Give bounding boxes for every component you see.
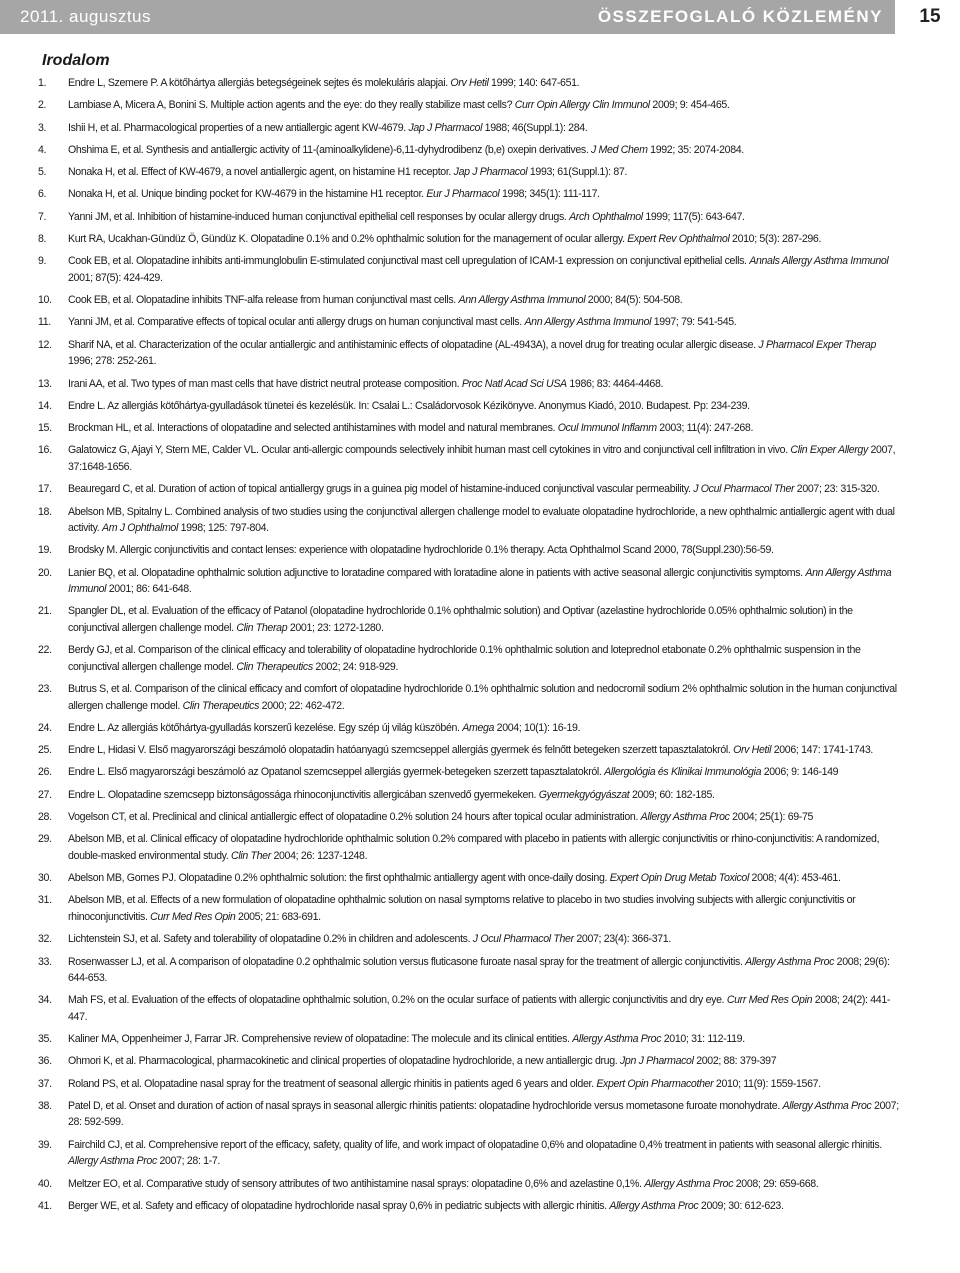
reference-item [38,75,900,92]
reference-citation: Abelson MB, Spitalny L. Combined analysis of two studies using the conjunctival allergen challenge model to evaluate olopatadine hydrochloride, a new ophthalmic antiallergic agent with dual activity. [68,505,895,535]
reference-item [38,954,900,987]
reference-item [38,809,900,826]
reference-citation: Spangler DL, et al. Evaluation of the efficacy of Patanol (olopatadine hydrochloride 0.1% ophthalmic solution) and Optivar (azelastine hydrochloride 0.05% ophthalmic solution) in the conjunctival allergen challenge model. [68,605,853,634]
reference-text [68,892,900,925]
reference-number: 6. [38,188,47,201]
reference-journal: Arch Ophthalmol [569,210,643,223]
reference-number: 27. [38,788,52,801]
reference-number: 5. [38,166,47,179]
reference-item [38,442,900,475]
reference-item [38,720,900,737]
reference-volume: 1992; 35: 2074-2084. [647,143,744,156]
reference-volume: 2008; 29: 659-668. [733,1177,819,1190]
reference-item [38,565,900,598]
reference-text [68,542,900,559]
reference-item [38,164,900,181]
reference-citation: Kurt RA, Ucakhan-Gündüz Ö, Gündüz K. Olopatadine 0.1% and 0.2% ophthalmic solution for the management of ocular allergy. [68,233,628,246]
reference-volume: 2007; 23: 315-320. [794,483,880,496]
reference-text [68,681,900,714]
reference-journal: Clin Therapeutics [182,699,260,712]
reference-journal: Allergy Asthma Proc [68,1155,157,1168]
reference-item [38,1098,900,1131]
reference-number: 37. [38,1077,52,1090]
reference-citation: Endre L. Olopatadine szemcsepp biztonságossága rhinoconjunctivitis allergicában szenvedő gyermekeken. [68,788,539,801]
reference-item [38,1198,900,1215]
reference-text [68,720,900,737]
reference-item [38,253,900,286]
reference-item [38,542,900,559]
reference-item [38,337,900,370]
reference-volume: 2000; 22: 462-472. [259,699,345,712]
reference-text [68,931,900,948]
reference-text [68,398,900,415]
reference-journal: Gyermekgyógyászat [538,788,630,801]
reference-volume: 2008; 29(6): 644-653. [68,955,890,984]
reference-item [38,1176,900,1193]
reference-citation: Yanni JM, et al. Inhibition of histamine-induced human conjunctival epithelial cell responses by ocular allergy drugs. [68,210,570,223]
reference-journal: Amega [462,721,495,734]
reference-volume: 2007; 23(4): 366-371. [573,933,671,946]
reference-volume: 2005; 21: 683-691. [235,910,321,923]
reference-number: 23. [38,683,52,696]
reference-journal: Proc Natl Acad Sci USA [461,377,567,390]
reference-item [38,681,900,714]
reference-volume: 2009; 30: 612-623. [698,1199,784,1212]
reference-citation: Fairchild CJ, et al. Comprehensive report of the efficacy, safety, quality of life, and work impact of olopatadine 0,6% and olopatadine 0,4% treatment in patients with seasonal allergic rhinitis. [68,1138,882,1151]
reference-number: 29. [38,833,52,846]
reference-citation: Sharif NA, et al. Characterization of the ocular antiallergic and antihistaminic effects of olopatadine (AL-4943A), a novel drug for treating ocular allergic disease. [68,338,759,351]
reference-volume: 2008; 24(2): 441-447. [68,994,891,1023]
reference-volume: 2007, 37:1648-1656. [68,444,896,473]
reference-citation: Butrus S, et al. Comparison of the clinical efficacy and comfort of olopatadine hydrochloride 0.1% ophthalmic solution and nedocromil sodium 2% ophthalmic solution in the human conjunctival allergen challenge model. [68,683,897,712]
reference-number: 4. [38,143,47,156]
reference-journal: Eur J Pharmacol [426,188,500,201]
reference-item [38,504,900,537]
reference-text [68,742,900,759]
reference-volume: 2000; 84(5): 504-508. [585,294,683,307]
reference-item [38,892,900,925]
reference-item [38,142,900,159]
reference-text [68,1176,900,1193]
reference-text [68,442,900,475]
reference-text [68,164,900,181]
reference-item [38,120,900,137]
reference-number: 13. [38,377,52,390]
reference-citation: Cook EB, et al. Olopatadine inhibits TNF-alfa release from human conjunctival mast cells. [68,294,459,307]
reference-journal: Annals Allergy Asthma Immunol [749,255,889,268]
reference-text [68,292,900,309]
reference-journal: Ann Allergy Asthma Immunol [524,316,652,329]
reference-citation: Endre L, Szemere P. A kötőhártya allergiás betegségeinek sejtes és molekuláris alapjai. [68,77,451,89]
reference-volume: 2007; 28: 1-7. [156,1155,220,1168]
reference-text [68,764,900,781]
reference-number: 9. [38,255,47,268]
reference-item [38,1076,900,1093]
reference-journal: Expert Opin Drug Metab Toxicol [609,872,749,885]
reference-number: 31. [38,894,52,907]
reference-volume: 2007; 28: 592-599. [68,1099,899,1129]
reference-volume: 1993; 61(Suppl.1): 87. [527,166,628,179]
reference-item [38,481,900,498]
reference-text [68,642,900,675]
reference-journal: Clin Therapeutics [236,660,313,673]
reference-number: 18. [38,505,52,518]
reference-item [38,764,900,781]
reference-volume: 2001; 86: 641-648. [106,583,192,596]
reference-number: 34. [38,994,52,1007]
reference-item [38,376,900,393]
reference-citation: Rosenwasser LJ, et al. A comparison of olopatadine 0.2 ophthalmic solution versus fluticasone furoate nasal spray for the treatment of allergic conjunctivitis. [68,955,746,968]
reference-volume: 2006; 9: 146-149 [761,766,839,779]
reference-text [68,376,900,393]
reference-journal: Allergy Asthma Proc [644,1177,734,1190]
reference-citation: Ishii H, et al. Pharmacological properties of a new antiallergic agent KW-4679. [68,121,409,134]
reference-citation: Galatowicz G, Ajayi Y, Stern ME, Calder VL. Ocular anti-allergic compounds selectively inhibit human mast cell cytokines in vitro and conjunctival cell infiltration in vivo. [68,444,791,457]
reference-number: 7. [38,210,47,223]
reference-volume: 2006; 147: 1741-1743. [771,744,873,757]
reference-journal: J Ocul Pharmacol Ther [472,933,574,946]
reference-text [68,97,900,114]
reference-citation: Endre L. Az allergiás kötőhártya-gyulladás korszerű kezelése. Egy szép új világ küszöbén. [68,721,463,734]
reference-item [38,931,900,948]
reference-text [68,1031,900,1048]
reference-number: 32. [38,933,52,946]
reference-journal: Clin Exper Allergy [790,444,868,457]
reference-number: 12. [38,338,52,351]
reference-item [38,603,900,636]
reference-text [68,787,900,804]
reference-journal: Jap J Pharmacol [453,166,528,179]
reference-item [38,209,900,226]
reference-number: 3. [38,121,47,134]
reference-citation: Berger WE, et al. Safety and efficacy of olopatadine hydrochloride nasal spray 0,6% in pediatric subjects with allergic rhinitis. [68,1199,610,1212]
reference-citation: Lanier BQ, et al. Olopatadine ophthalmic solution adjunctive to loratadine compared with loratadine alone in patients with active seasonal allergic conjunctivitis symptoms. [68,566,806,579]
reference-journal: Expert Rev Ophthalmol [627,233,730,246]
page-header [0,0,895,34]
reference-citation: Irani AA, et al. Two types of man mast cells that have district neutral protease composition. [68,377,462,390]
reference-text [68,992,900,1025]
reference-citation: Endre L. Első magyarországi beszámoló az Opatanol szemcseppel allergiás gyermek-betegeken szerzett tapasztalatokról. [68,766,605,779]
reference-citation: Patel D, et al. Onset and duration of action of nasal sprays in seasonal allergic rhinitis patients: olopatadine hydrochloride versus mometasone furoate monohydrate. [68,1099,783,1112]
reference-number: 10. [38,294,52,307]
reference-text [68,1053,900,1070]
reference-item [38,1053,900,1070]
reference-number: 35. [38,1033,52,1046]
reference-volume: 2002; 88: 379-397 [693,1055,777,1068]
reference-citation: Yanni JM, et al. Comparative effects of topical ocular anti allergy drugs on human conjunctival mast cells. [68,316,525,329]
reference-text [68,603,900,636]
reference-journal: Jpn J Pharmacol [619,1055,694,1068]
reference-volume: 1997; 79: 541-545. [651,316,737,329]
reference-number: 36. [38,1055,52,1068]
reference-number: 26. [38,766,52,779]
reference-text [68,337,900,370]
reference-item [38,398,900,415]
reference-text [68,809,900,826]
reference-citation: Brockman HL, et al. Interactions of olopatadine and selected antihistamines with model and natural membranes. [68,422,558,435]
reference-text [68,1098,900,1131]
reference-journal: Curr Med Res Opin [726,994,813,1007]
reference-text [68,142,900,159]
reference-volume: 2001; 23: 1272-1280. [287,621,384,634]
reference-volume: 1998; 345(1): 111-117. [499,188,600,201]
reference-journal: Ocul Immunol Inflamm [557,422,657,435]
reference-text [68,1137,900,1170]
reference-number: 21. [38,605,52,618]
reference-citation: Lichtenstein SJ, et al. Safety and tolerability of olopatadine 0.2% in children and adolescents. [68,933,473,946]
reference-citation: Nonaka H, et al. Effect of KW-4679, a novel antiallergic agent, on histamine H1 receptor. [68,166,454,179]
reference-volume: 2010; 11(9): 1559-1567. [713,1077,821,1090]
references-heading: Irodalom [42,52,110,69]
reference-text [68,481,900,498]
reference-journal: Allergy Asthma Proc [782,1099,872,1112]
reference-number: 38. [38,1099,52,1112]
reference-text [68,420,900,437]
reference-text [68,209,900,226]
reference-number: 8. [38,233,47,246]
reference-number: 28. [38,811,52,824]
reference-item [38,1137,900,1170]
reference-citation: Mah FS, et al. Evaluation of the effects of olopatadine ophthalmic solution, 0.2% on the ocular surface of patients with allergic conjunctivitis and dry eye. [68,994,727,1007]
reference-text [68,314,900,331]
reference-volume: 1999; 140: 647-651. [488,77,580,89]
reference-volume: 2002; 24: 918-929. [312,660,399,673]
reference-journal: Allergy Asthma Proc [640,811,730,824]
reference-number: 1. [38,77,47,89]
reference-journal: Orv Hetil [733,744,772,757]
reference-number: 16. [38,444,52,457]
reference-volume: 1988; 46(Suppl.1): 284. [482,121,588,134]
reference-citation: Brodsky M. Allergic conjunctivitis and contact lenses: experience with olopatadine hydrochloride 0.1% therapy. Acta Ophthalmol Scand 2000, 78(Suppl.230):56-59. [68,544,774,557]
reference-journal: J Pharmacol Exper Therap [758,338,877,351]
reference-citation: Cook EB, et al. Olopatadine inhibits anti-immunglobulin E-stimulated conjunctival mast cell upregulation of ICAM-1 expression on conjunctival epithelial cells. [68,255,750,268]
reference-volume: 2001; 87(5): 424-429. [68,271,163,284]
reference-item [38,314,900,331]
reference-item [38,742,900,759]
reference-journal: Ann Allergy Asthma Immunol [458,294,586,307]
reference-text [68,253,900,286]
reference-number: 24. [38,721,52,734]
reference-item [38,992,900,1025]
reference-number: 17. [38,483,52,496]
reference-text [68,1198,900,1215]
reference-number: 19. [38,544,52,557]
reference-number: 11. [38,316,51,329]
reference-volume: 2004; 25(1): 69-75 [729,811,814,824]
reference-item [38,787,900,804]
reference-number: 14. [38,399,52,412]
reference-volume: 2004; 10(1): 16-19. [494,721,581,734]
reference-journal: Allergológia és Klinikai Immunológia [604,766,762,779]
reference-citation: Lambiase A, Micera A, Bonini S. Multiple action agents and the eye: do they really stabilize mast cells? [68,99,515,112]
reference-number: 20. [38,566,52,579]
reference-journal: Expert Opin Pharmacother [596,1077,714,1090]
reference-list [38,75,900,1220]
reference-volume: 2009; 60: 182-185. [629,788,715,801]
reference-text [68,120,900,137]
issue-date: 2011. augusztus [20,7,151,26]
reference-number: 2. [38,99,47,112]
reference-journal: Am J Ophthalmol [101,522,178,535]
reference-journal: Allergy Asthma Proc [609,1199,699,1212]
reference-citation: Meltzer EO, et al. Comparative study of sensory attributes of two antihistamine nasal sprays: olopatadine 0,6% and azelastine 0,1%. [68,1177,645,1190]
reference-item [38,870,900,887]
reference-citation: Abelson MB, et al. Clinical efficacy of olopatadine hydrochloride ophthalmic solution 0.2% compared with placebo in patients with allergic conjunctivitis or rhino-conjunctivitis: A randomized, double-masked environmental study. [68,833,880,862]
reference-volume: 2004; 26: 1237-1248. [270,849,368,862]
reference-text [68,954,900,987]
reference-number: 40. [38,1177,52,1190]
reference-text [68,75,900,92]
reference-citation: Beauregard C, et al. Duration of action of topical antiallergy grugs in a guinea pig model of histamine-induced conjunctival vascular permeability. [68,483,694,496]
reference-citation: Abelson MB, et al. Effects of a new formulation of olopatadine ophthalmic solution on nasal symptoms relative to placebo in two studies involving subjects with allergic conjunctivitis or rhinoconjunctivitis. [68,894,856,923]
reference-item [38,642,900,675]
reference-journal: Curr Opin Allergy Clin Immunol [514,99,650,112]
reference-volume: 2008; 4(4): 453-461. [748,872,841,885]
reference-journal: Clin Therap [236,621,288,634]
reference-journal: Orv Hetil [450,77,489,89]
reference-volume: 1996; 278: 252-261. [68,355,157,368]
reference-volume: 1999; 117(5): 643-647. [642,210,745,223]
reference-number: 30. [38,872,52,885]
reference-citation: Nonaka H, et al. Unique binding pocket for KW-4679 in the histamine H1 receptor. [68,188,427,201]
section-title: ÖSSZEFOGLALÓ KÖZLEMÉNY [597,7,883,26]
page-number: 15 [919,6,941,27]
reference-text [68,831,900,864]
reference-number: 33. [38,955,52,968]
reference-journal: Clin Ther [231,849,271,862]
reference-journal: Ann Allergy Asthma Immunol [68,566,892,596]
reference-number: 41. [38,1199,52,1212]
reference-volume: 2010; 31: 112-119. [661,1033,745,1046]
reference-number: 22. [38,644,52,657]
reference-volume: 2003; 11(4): 247-268. [656,422,754,435]
reference-item [38,420,900,437]
reference-item [38,186,900,203]
reference-item [38,97,900,114]
reference-text [68,1076,900,1093]
reference-text [68,231,900,248]
reference-journal: J Ocul Pharmacol Ther [693,483,795,496]
reference-number: 25. [38,744,52,757]
reference-volume: 2010; 5(3): 287-296. [729,233,822,246]
reference-citation: Roland PS, et al. Olopatadine nasal spray for the treatment of seasonal allergic rhinitis in patients aged 6 years and older. [68,1077,597,1090]
reference-text [68,870,900,887]
reference-citation: Berdy GJ, et al. Comparison of the clinical efficacy and tolerability of olopatadine hydrochloride 0.1% ophthalmic solution and loteprednol etabonate 0.2% ophthalmic suspension in the conjunctival allergen challenge model. [68,644,861,673]
reference-journal: Allergy Asthma Proc [745,955,835,968]
reference-item [38,1031,900,1048]
reference-citation: Endre L. Az allergiás kötőhártya-gyulladások tünetei és kezelésük. In: Csalai L.: Családorvosok Kézikönyve. Anonymus Kiadó, 2010. Budapest. Pp: 234-239. [68,399,750,412]
reference-citation: Ohshima E, et al. Synthesis and antiallergic activity of 11-(aminoalkylidene)-6,11-dyhydrodibenz (b,e) oxepin derivatives. [68,143,592,156]
reference-text [68,504,900,537]
reference-number: 15. [38,422,52,435]
reference-text [68,565,900,598]
reference-volume: 1986; 83: 4464-4468. [566,377,664,390]
reference-number: 39. [38,1138,52,1151]
reference-journal: Allergy Asthma Proc [572,1033,662,1046]
reference-volume: 2009; 9: 454-465. [649,99,730,112]
reference-journal: J Med Chem [591,143,648,156]
reference-item [38,831,900,864]
reference-journal: Jap J Pharmacol [408,121,483,134]
reference-citation: Kaliner MA, Oppenheimer J, Farrar JR. Comprehensive review of olopatadine: The molecule and its clinical entities. [68,1033,573,1046]
reference-citation: Vogelson CT, et al. Preclinical and clinical antiallergic effect of olopatadine 0.2% solution 24 hours after topical ocular administration. [68,811,641,824]
reference-text [68,186,900,203]
reference-item [38,292,900,309]
reference-journal: Curr Med Res Opin [150,910,236,923]
reference-citation: Ohmori K, et al. Pharmacological, pharmacokinetic and clinical properties of olopatadine hydrochloride, a new antiallergic drug. [68,1055,620,1068]
reference-volume: 1998; 125: 797-804. [177,522,269,535]
reference-item [38,231,900,248]
reference-citation: Endre L, Hidasi V. Első magyarországi beszámoló olopatadin hatóanyagú szemcseppel allergiás gyermek és felnőtt betegeken szerzett tapasztalatokról. [68,744,734,757]
reference-citation: Abelson MB, Gomes PJ. Olopatadine 0.2% ophthalmic solution: the first ophthalmic antiallergy agent with once-daily dosing. [68,872,610,885]
